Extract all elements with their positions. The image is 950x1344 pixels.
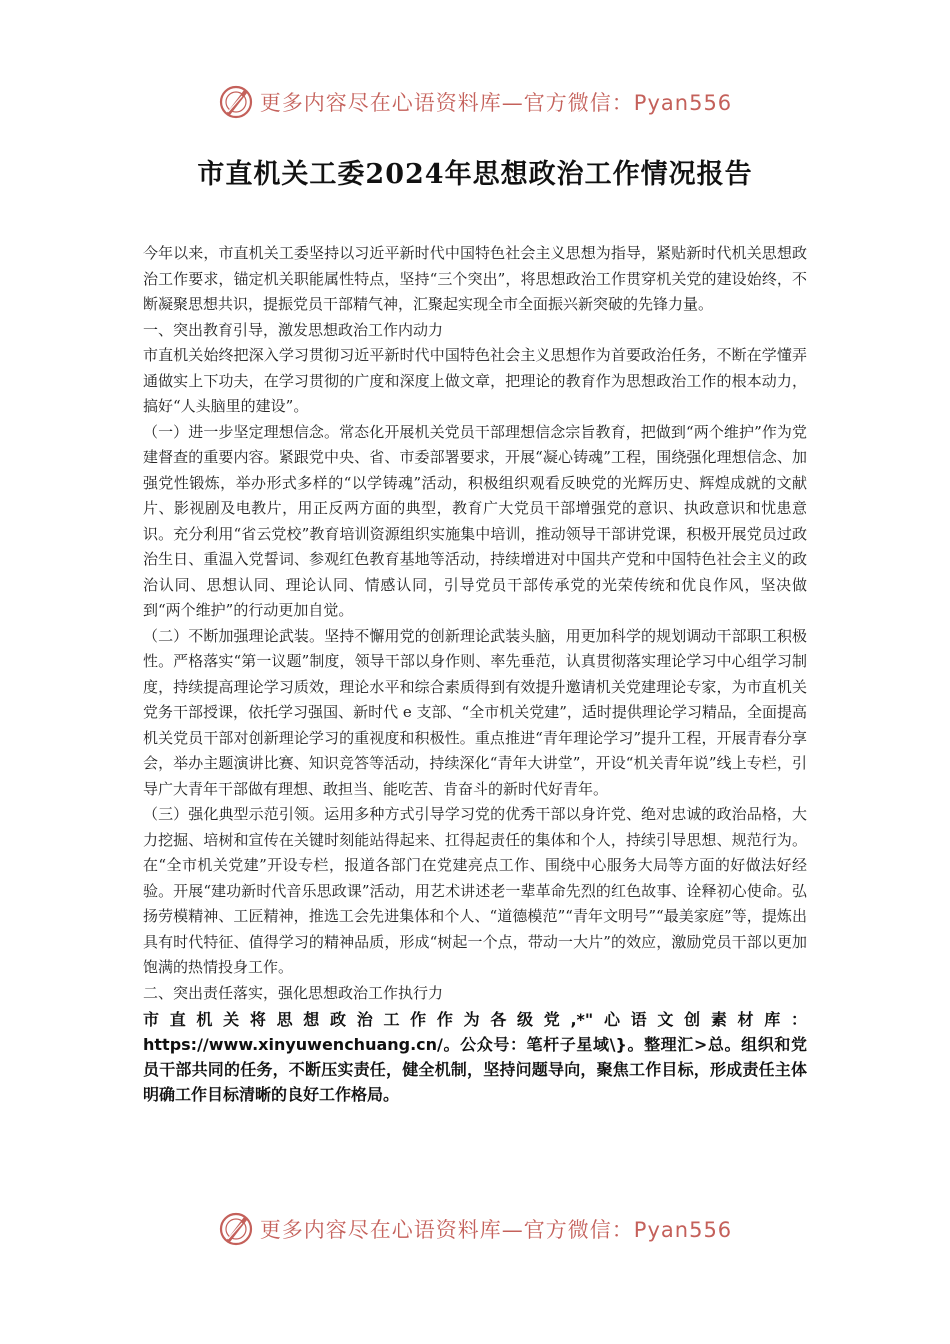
paragraph: （二）不断加强理论武装。坚持不懈用党的创新理论武装头脑，用更加科学的规划调动干部职工积极性。严格落实“第一议题”制度，领导干部以身作则、率先垂范，认真贯彻落实理论学习中心组学习制度，持续提高理论学习质效，理论水平和综合素质得到有效提升邀请机关党建理论专家，为市直机关党务干部授课，依托学习强国、新时代 e 支部、“全市机关党建”，适时提供理论学习精品，全面提高机关党员干部对创新理论学习的重视度和积极性。重点推进“青年理论学习”提升工程，开展青春分享会，举办主题演讲比赛、知识竞答等活动，持续深化“青年大讲堂”，开设“机关青年说”线上专栏，引导广大青年干部做有理想、敢担当、能吃苦、肯奋斗的新时代好青年。 bbox=[143, 626, 807, 798]
section-heading: 一、突出教育引导，激发思想政治工作内动力 bbox=[143, 320, 444, 339]
quill-logo-icon bbox=[218, 1211, 254, 1247]
paragraph: （一）进一步坚定理想信念。常态化开展机关党员干部理想信念宗旨教育，把做到“两个维护”作为党建督查的重要内容。紧跟党中央、省、市委部署要求，开展“凝心铸魂”工程，围绕强化理想信念、加强党性锻炼，举办形式多样的“以学铸魂”活动，积极组织观看反映党的光辉历史、辉煌成就的文献片、影视剧及电教片，用正反两方面的典型，教育广大党员干部增强党的意识、执政意识和忧患意识。充分利用“省云党校”教育培训资源组织实施集中培训，推动领导干部讲党课，积极开展党员过政治生日、重温入党誓词、参观红色教育基地等活动，持续增进对中国共产党和中国特色社会主义的政治认同、思想认同、理论认同、情感认同，引导党员干部传承党的光荣传统和优良作风，坚决做到“两个维护”的行动更加自觉。 bbox=[143, 422, 807, 619]
page-title: 市直机关工委2024年思想政治工作情况报告 bbox=[197, 159, 753, 190]
header-banner bbox=[0, 80, 950, 124]
paragraph: 市直机关始终把深入学习贯彻习近平新时代中国特色社会主义思想作为首要政治任务，不断在学懂弄通做实上下功夫，在学习贯彻的广度和深度上做文章，把理论的教育作为思想政治工作的根本动力，搞好“人头脑里的建设”。 bbox=[143, 346, 807, 415]
banner-text: 更多内容尽在心语资料库—官方微信：Pyan556 bbox=[259, 1218, 733, 1242]
quill-logo-icon bbox=[218, 84, 254, 120]
paragraph: 今年以来，市直机关工委坚持以习近平新时代中国特色社会主义思想为指导，紧贴新时代机关思想政治工作要求，锚定机关职能属性特点，坚持“三个突出”，将思想政治工作贯穿机关党的建设始终，不断凝聚思想共识，提振党员干部精气神，汇聚起实现全市全面振兴新突破的先锋力量。 bbox=[143, 244, 807, 313]
footer-banner bbox=[0, 1207, 950, 1251]
section-heading: 二、突出责任落实，强化思想政治工作执行力 bbox=[143, 983, 444, 1002]
document-body bbox=[143, 241, 807, 1107]
paragraph-watermarked: 市直机关将思想政治工作作为各级党,*"心语文创素材库：https://www.xinyuwenchuang.cn/。公众号：笔杆子星域\}。整理汇>总。组织和党员干部共同的任务，不断压实责任，健全机制，坚持问题导向，聚焦工作目标，形成责任主体明确工作目标清晰的良好工作格局。 bbox=[143, 1010, 807, 1104]
banner-text: 更多内容尽在心语资料库—官方微信：Pyan556 bbox=[259, 91, 733, 115]
paragraph: （三）强化典型示范引领。运用多种方式引导学习党的优秀干部以身许党、绝对忠诚的政治品格，大力挖掘、培树和宣传在关键时刻能站得起来、扛得起责任的集体和个人，持续引导思想、规范行为。在“全市机关党建”开设专栏，报道各部门在党建亮点工作、围绕中心服务大局等方面的好做法好经验。开展“建功新时代音乐思政课”活动，用艺术讲述老一辈革命先烈的红色故事、诠释初心使命。弘扬劳模精神、工匠精神，推选工会先进集体和个人、“道德模范”“青年文明号”“最美家庭”等，提炼出具有时代特征、值得学习的精神品质，形成“树起一个点，带动一大片”的效应，激励党员干部以更加饱满的热情投身工作。 bbox=[143, 805, 807, 976]
